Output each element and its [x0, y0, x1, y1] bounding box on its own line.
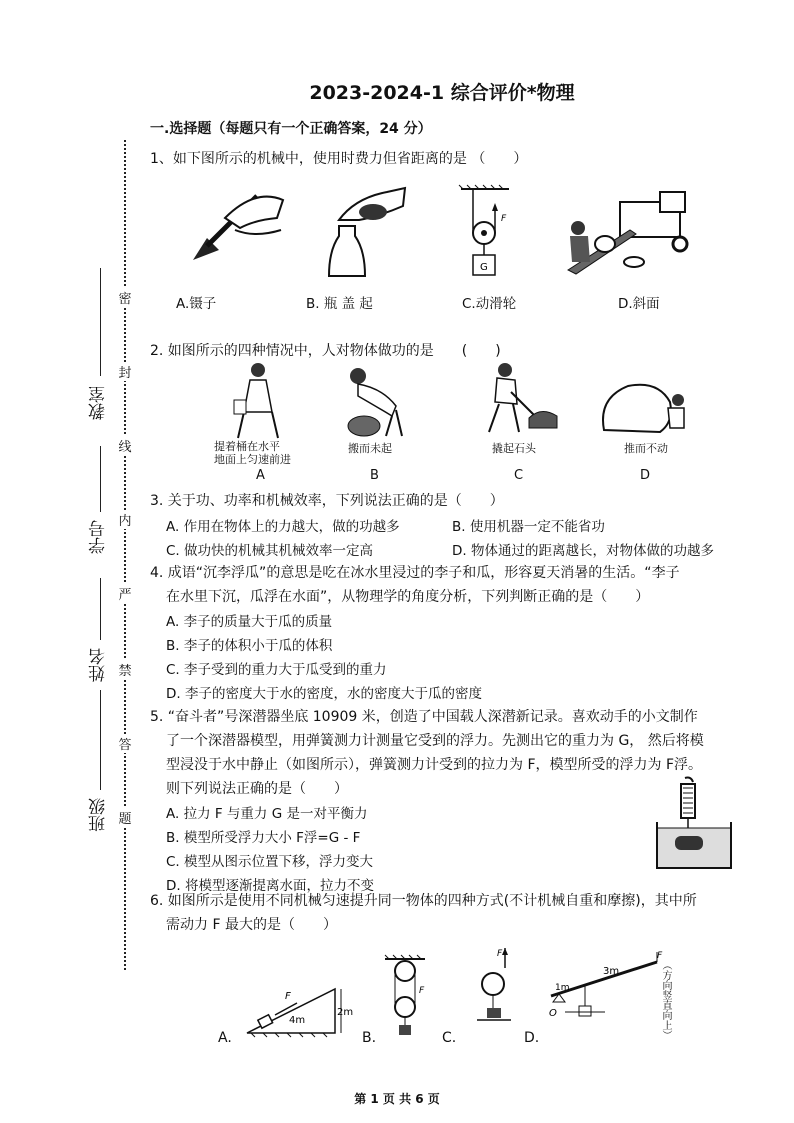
field-label-class: 班级	[89, 798, 109, 832]
q5-stem-line: 了一个深潜器模型，用弹簧测力计测量它受到的浮力。先测出它的重力为 G， 然后将模	[166, 733, 704, 749]
q6-letter-c: C.	[442, 1030, 457, 1046]
q6-letter-d: D.	[524, 1030, 540, 1046]
q2-letter-b: B	[370, 468, 379, 483]
incline-figure	[245, 985, 355, 1037]
incline-length-label: 4m	[289, 1015, 306, 1026]
tweezers-figure	[185, 178, 290, 273]
fixed-pulley-c-figure	[475, 948, 515, 1028]
push-rock-figure	[598, 378, 688, 438]
q1-option-a: A.镊子	[176, 296, 217, 312]
movable-pulley-figure	[455, 185, 515, 280]
page-title: 2023-2024-1 综合评价*物理	[309, 82, 575, 104]
seal-char: 内	[118, 510, 132, 529]
q2-caption-a: 提着桶在水平 地面上匀速前进	[214, 440, 291, 466]
incline-height-label: 2m	[337, 1007, 354, 1018]
lever-force-label: F	[657, 951, 663, 961]
q2-letter-d: D	[640, 468, 651, 483]
q3-option-c: C. 做功快的机械其机械效率一定高	[166, 543, 374, 559]
seal-char: 题	[118, 808, 132, 827]
q3-stem: 3. 关于功、功率和机械效率，下列说法正确的是（ ）	[150, 493, 504, 509]
section-heading: 一.选择题（每题只有一个正确答案，24 分）	[150, 121, 432, 137]
lever-d-figure	[545, 950, 675, 1030]
q4-option-c: C. 李子受到的重力大于瓜受到的重力	[166, 662, 387, 678]
page-footer: 第 1 页 共 6 页	[354, 1092, 440, 1106]
q6-stem-line: 6. 如图所示是使用不同机械匀速提升同一物体的四种方式(不计机械自重和摩擦)，其中所	[150, 893, 697, 909]
pulley-b-force-label: F	[419, 986, 425, 996]
pulley-load-label: G	[480, 262, 488, 273]
seal-char: 答	[118, 734, 132, 753]
field-label-name: 姓名	[89, 648, 109, 682]
q2-caption-c: 撬起石头	[492, 442, 536, 455]
q2-stem: 2. 如图所示的四种情况中，人对物体做功的是 ( )	[150, 343, 501, 359]
q5-option-b: B. 模型所受浮力大小 F浮=G - F	[166, 830, 361, 846]
seal-char: 严	[118, 584, 132, 603]
pry-stone-figure	[475, 362, 560, 440]
lift-fail-figure	[342, 366, 404, 438]
pulley-c-force-label: F	[497, 949, 503, 959]
q1-stem: 1、如下图所示的机械中，使用时费力但省距离的是 （ ）	[150, 151, 528, 167]
q1-option-c: C.动滑轮	[462, 296, 517, 312]
q4-option-d: D. 李子的密度大于水的密度，水的密度大于瓜的密度	[166, 686, 482, 702]
q1-option-b: B. 瓶 盖 起	[306, 296, 373, 312]
lever-long-arm-label: 3m	[603, 966, 620, 977]
seal-dotted-line	[124, 140, 126, 970]
q4-option-a: A. 李子的质量大于瓜的质量	[166, 614, 333, 630]
field-line	[100, 690, 101, 790]
field-label-student-id: 学号	[89, 520, 109, 554]
q4-option-b: B. 李子的体积小于瓜的体积	[166, 638, 333, 654]
q5-stem-line: 型浸没于水中静止（如图所示），弹簧测力计受到的拉力为 F，模型所受的浮力为 F浮。	[166, 757, 703, 773]
lever-pivot-label: O	[549, 1008, 557, 1019]
q5-option-d: D. 将模型逐渐提离水面，拉力不变	[166, 878, 374, 894]
seal-char: 密	[118, 288, 132, 307]
q3-option-b: B. 使用机器一定不能省功	[452, 519, 605, 535]
bottle-opener-figure	[325, 180, 410, 278]
lever-force-direction-note: （方向竖直向上）	[660, 960, 671, 1040]
q4-stem-line: 4. 成语“沉李浮瓜”的意思是吃在冰水里浸过的李子和瓜，形容夏天消暑的生活。“李子	[150, 565, 680, 581]
pulley-force-label: F	[501, 214, 507, 224]
q2-letter-c: C	[514, 468, 524, 483]
spring-scale-water-figure	[655, 776, 733, 871]
q2-letter-a: A	[256, 468, 265, 483]
q6-stem-line: 需动力 F 最大的是（ ）	[166, 917, 337, 933]
q5-option-c: C. 模型从图示位置下移，浮力变大	[166, 854, 374, 870]
field-line	[100, 268, 101, 376]
field-line	[100, 446, 101, 512]
field-label-classroom: 教室	[89, 386, 109, 420]
q6-letter-b: B.	[362, 1030, 377, 1046]
q4-stem-line: 在水里下沉，瓜浮在水面”，从物理学的角度分析，下列判断正确的是（ ）	[166, 589, 650, 605]
carry-bucket-figure	[228, 362, 288, 440]
q2-caption-d: 推而不动	[624, 442, 668, 455]
q5-option-a: A. 拉力 F 与重力 G 是一对平衡力	[166, 806, 368, 822]
q1-option-d: D.斜面	[618, 296, 660, 312]
q6-letter-a: A.	[218, 1030, 232, 1046]
seal-char: 禁	[118, 660, 132, 679]
q2-caption-b: 搬而未起	[348, 442, 392, 455]
seal-char: 线	[118, 436, 132, 455]
q3-option-d: D. 物体通过的距离越长，对物体做的功越多	[452, 543, 714, 559]
q5-stem-line: 则下列说法正确的是（ ）	[166, 781, 348, 797]
lever-short-arm-label: 1m	[555, 983, 570, 993]
pulley-block-b-figure	[385, 955, 430, 1037]
incline-truck-figure	[560, 182, 695, 277]
q3-option-a: A. 作用在物体上的力越大，做的功越多	[166, 519, 400, 535]
incline-force-label: F	[285, 991, 291, 1002]
field-line	[100, 578, 101, 640]
seal-char: 封	[118, 362, 132, 381]
q5-stem-line: 5. “奋斗者”号深潜器坐底 10909 米，创造了中国载人深潜新记录。喜欢动手的小文制作	[150, 709, 698, 725]
